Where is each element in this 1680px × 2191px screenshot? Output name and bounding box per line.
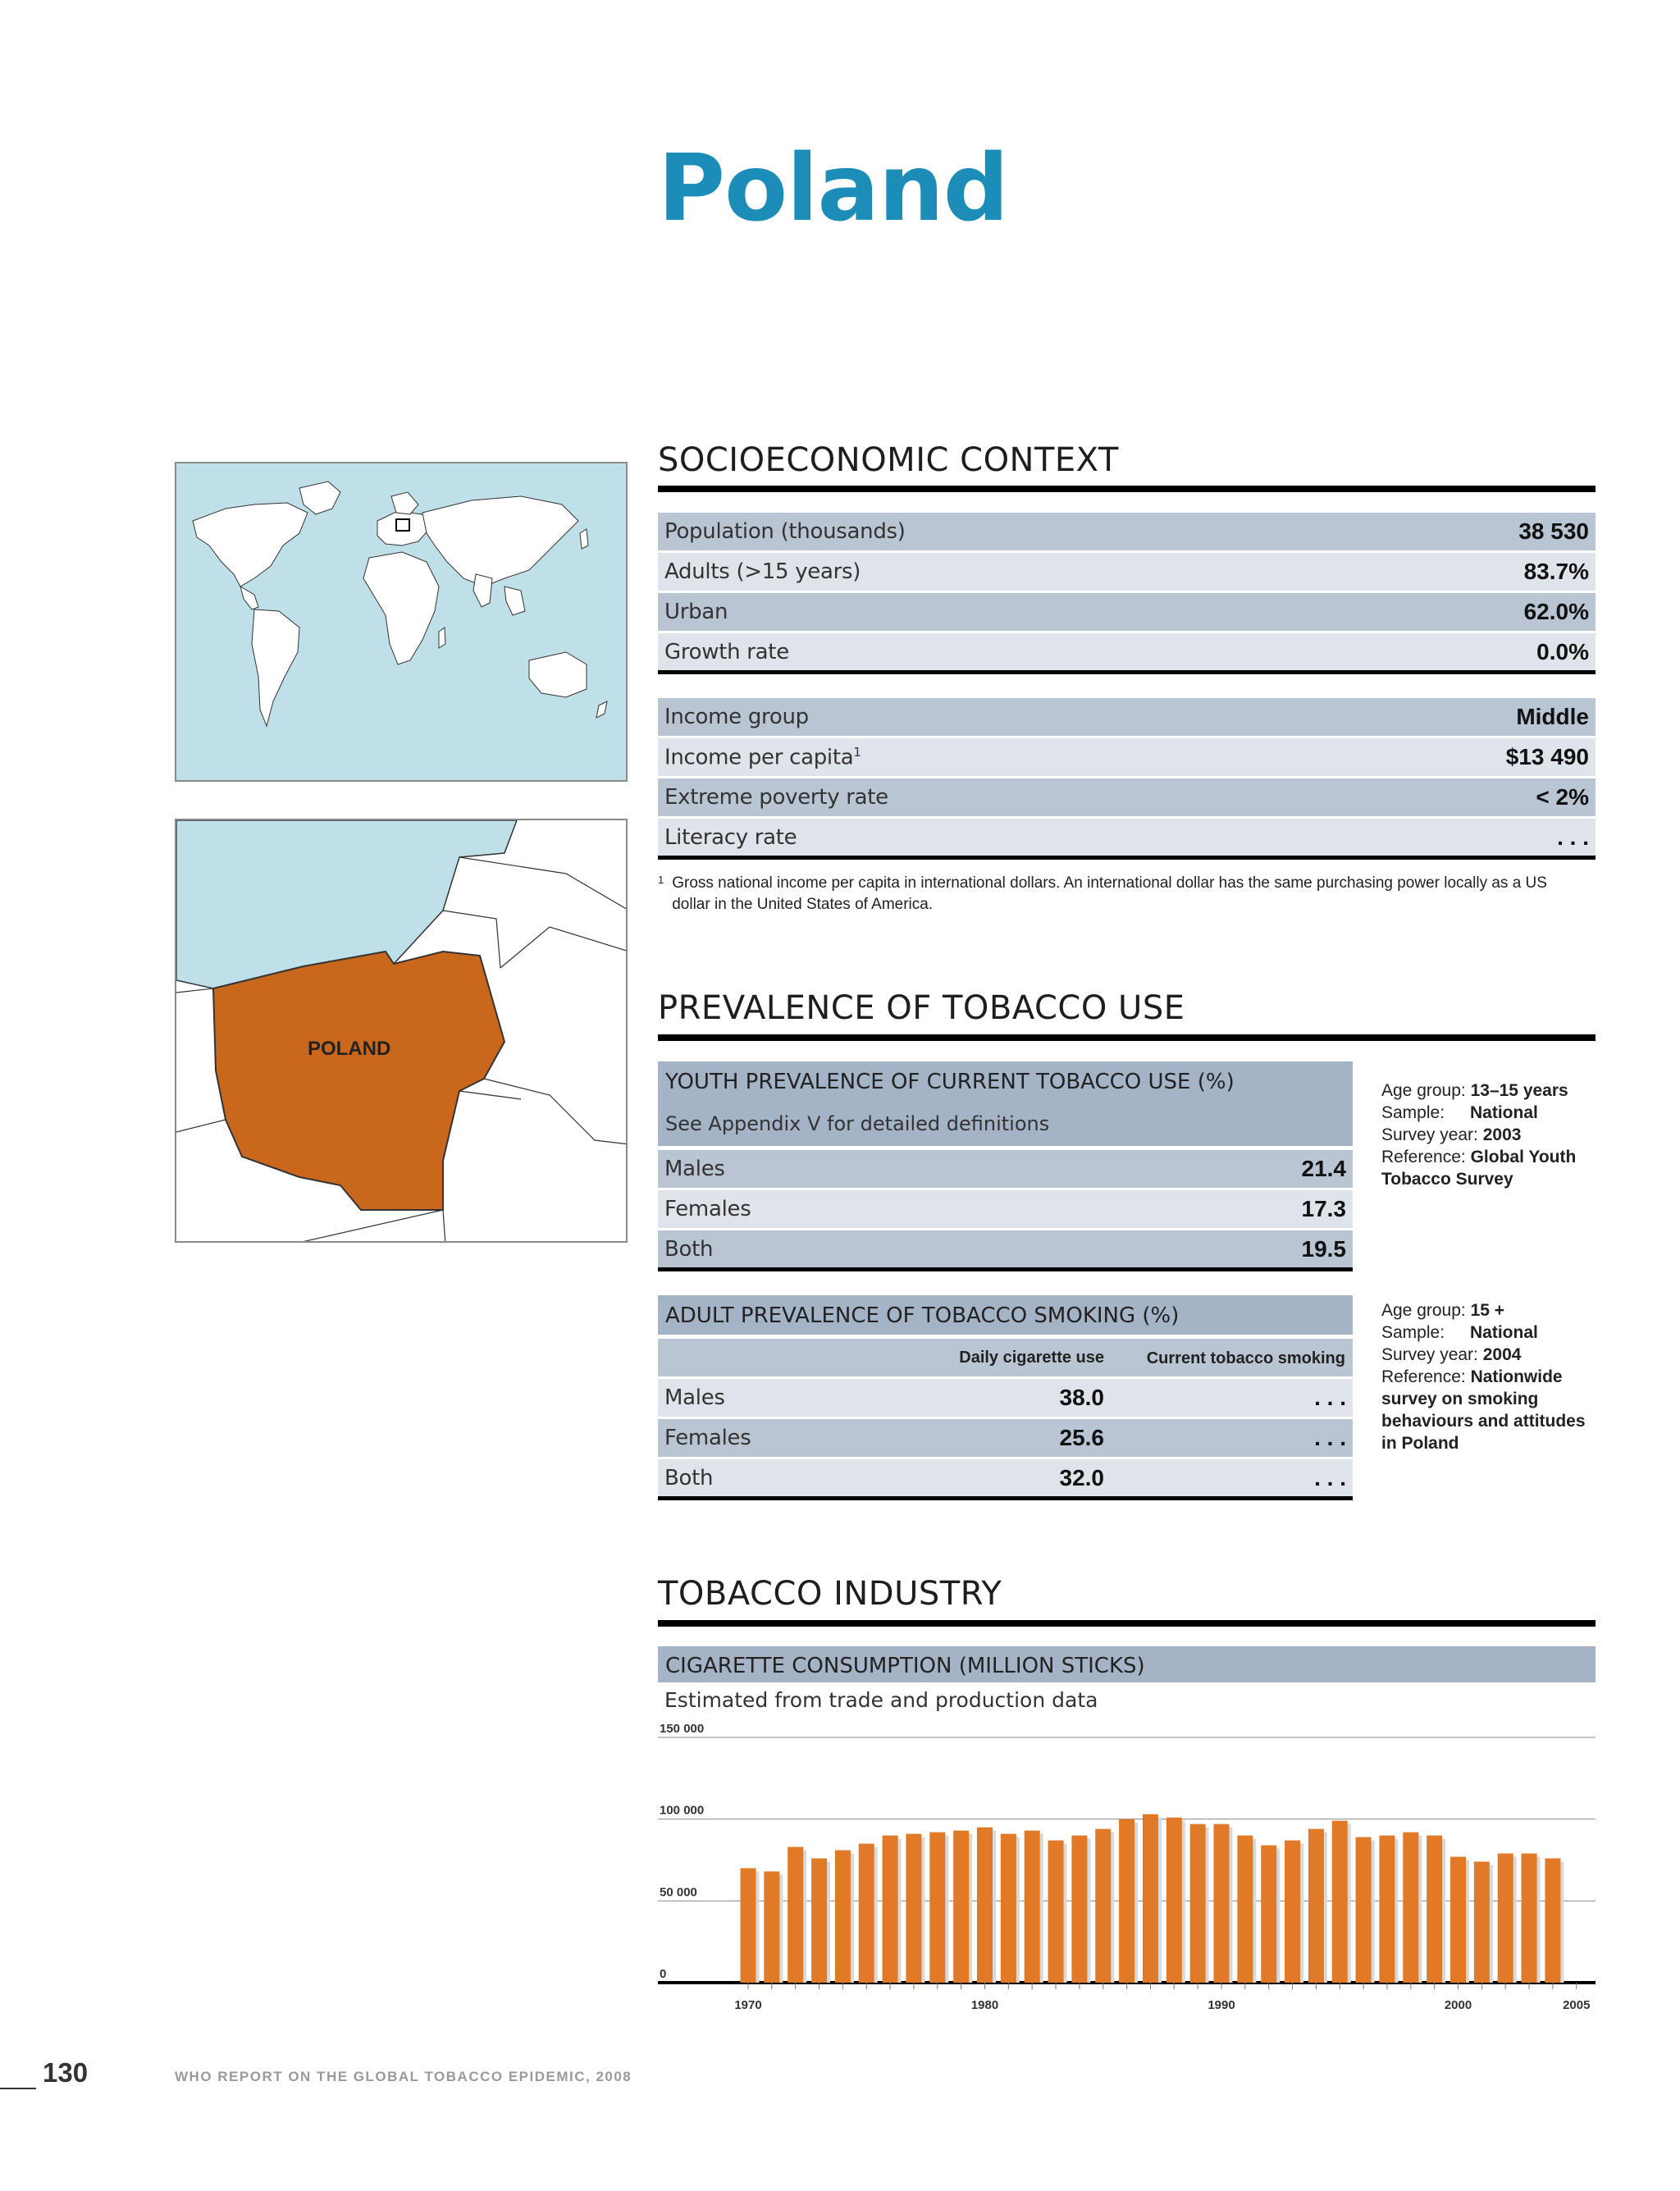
- consumption-chart: [658, 1714, 1596, 2026]
- youth-header-title: YOUTH PREVALENCE OF CURRENT TOBACCO USE (%): [665, 1070, 1235, 1094]
- meta-value: 13–15 years: [1470, 1081, 1568, 1100]
- table-row: [658, 1419, 1353, 1457]
- bar: [1379, 1836, 1395, 1983]
- meta-label: Sample:: [1381, 1323, 1445, 1342]
- bar: [741, 1868, 756, 1983]
- table-row: [658, 698, 1596, 736]
- bar: [1427, 1836, 1442, 1983]
- section-rule: [658, 1034, 1596, 1041]
- x-tick-label: 1970: [734, 1998, 762, 2012]
- row-value-daily: 32.0: [1059, 1465, 1104, 1490]
- bar: [1403, 1833, 1418, 1983]
- row-label: Extreme poverty rate: [664, 785, 888, 810]
- bar: [788, 1847, 803, 1983]
- bar: [1143, 1814, 1158, 1983]
- row-value-daily: 25.6: [1059, 1425, 1104, 1450]
- y-tick-label: 150 000: [660, 1722, 705, 1736]
- meta-label: Age group:: [1381, 1081, 1466, 1100]
- row-value: 21.4: [1301, 1156, 1346, 1181]
- row-value-daily: 38.0: [1059, 1385, 1104, 1410]
- bar: [906, 1834, 921, 1983]
- row-label: Females: [664, 1197, 751, 1221]
- row-label: Urban: [664, 600, 728, 624]
- map-country-label: POLAND: [308, 1038, 391, 1060]
- row-value: 0.0%: [1536, 639, 1589, 664]
- row-value: 19.5: [1301, 1236, 1346, 1262]
- footnote-text: Gross national income per capita in international dollars. An international dollar has the same purchasing power locally as a US dollar in the United States of America.: [672, 874, 1547, 913]
- row-label: Adults (>15 years): [664, 559, 861, 584]
- bar: [1498, 1854, 1513, 1983]
- row-value-current: . . .: [1314, 1465, 1346, 1490]
- meta-label: Sample:: [1381, 1103, 1445, 1122]
- footnote-marker: 1: [853, 744, 861, 760]
- footnote-mark: 1: [658, 874, 664, 886]
- row-value-current: . . .: [1314, 1385, 1346, 1410]
- meta-label: Reference:: [1381, 1148, 1466, 1166]
- x-tick-label: 1990: [1208, 1998, 1235, 2012]
- youth-header: [658, 1061, 1353, 1146]
- bar: [1048, 1841, 1064, 1983]
- table-row: [658, 553, 1596, 591]
- table-rule: [658, 1267, 1353, 1271]
- row-value: . . .: [1557, 824, 1589, 850]
- page-title: Poland: [658, 135, 1008, 242]
- adult-header: [658, 1295, 1353, 1335]
- row-label: Males: [664, 1385, 725, 1410]
- bar: [977, 1828, 993, 1983]
- table-row: [658, 819, 1596, 856]
- bar: [929, 1833, 945, 1983]
- meta-label: Survey year:: [1381, 1345, 1478, 1364]
- bar: [883, 1836, 898, 1983]
- meta-value: 15 +: [1470, 1301, 1505, 1320]
- meta-label: Age group:: [1381, 1301, 1466, 1320]
- meta-value: National: [1470, 1323, 1538, 1342]
- meta-value: 2003: [1482, 1125, 1522, 1144]
- chart-canvas: [658, 1714, 1596, 2026]
- meta-value: 2004: [1482, 1345, 1522, 1364]
- table-row: [658, 1190, 1353, 1228]
- bar: [1166, 1818, 1182, 1983]
- bar: [953, 1831, 969, 1983]
- bar: [1261, 1846, 1276, 1983]
- row-value: $13 490: [1505, 744, 1589, 769]
- bar: [1214, 1824, 1230, 1983]
- table-rule: [658, 670, 1596, 674]
- chart-header-title: CIGARETTE CONSUMPTION (MILLION STICKS): [665, 1654, 1145, 1678]
- table-row: [658, 778, 1596, 816]
- row-label: Both: [664, 1466, 714, 1490]
- x-tick-label: 2005: [1563, 1998, 1591, 2012]
- row-label: Literacy rate: [664, 825, 797, 850]
- column-header: Current tobacco smoking: [1146, 1349, 1345, 1367]
- table-rule: [658, 1496, 1353, 1500]
- y-tick-label: 0: [660, 1967, 667, 1981]
- adult-column-headers: [658, 1339, 1353, 1376]
- footnote: [658, 873, 1560, 915]
- footer-rule: [0, 2088, 36, 2089]
- bar: [1474, 1861, 1490, 1983]
- x-tick-label: 2000: [1444, 1998, 1472, 2012]
- chart-subtitle: Estimated from trade and production data: [664, 1688, 1098, 1712]
- bar: [1450, 1857, 1466, 1983]
- row-value-current: . . .: [1314, 1425, 1346, 1450]
- row-label: Both: [664, 1237, 714, 1262]
- adult-header-title: ADULT PREVALENCE OF TOBACCO SMOKING (%): [665, 1303, 1180, 1328]
- world-map: [175, 462, 628, 782]
- row-label: Population (thousands): [664, 519, 906, 544]
- bar: [764, 1871, 779, 1983]
- row-label: Males: [664, 1157, 725, 1181]
- row-value: Middle: [1516, 704, 1589, 729]
- youth-survey-meta: [1381, 1080, 1595, 1190]
- meta-value: Global Youth Tobacco Survey: [1381, 1148, 1577, 1189]
- adult-survey-meta: [1381, 1299, 1595, 1454]
- prevalence-title: PREVALENCE OF TOBACCO USE: [658, 989, 1185, 1027]
- row-value: 38 530: [1518, 518, 1589, 544]
- row-value: < 2%: [1536, 784, 1589, 810]
- table-rule: [658, 856, 1596, 860]
- bar: [835, 1851, 851, 1983]
- bar: [1356, 1837, 1372, 1983]
- meta-label: Survey year:: [1381, 1125, 1478, 1144]
- bar: [1332, 1821, 1348, 1983]
- bar: [859, 1844, 874, 1983]
- meta-value: Nationwide survey on smoking behaviours and attitudes in Poland: [1381, 1367, 1586, 1453]
- table-row: [658, 1459, 1353, 1497]
- row-value: 62.0%: [1523, 599, 1589, 624]
- youth-header-subtitle: See Appendix V for detailed definitions: [665, 1112, 1050, 1135]
- table-row: [658, 1150, 1353, 1188]
- x-tick-label: 1980: [970, 1998, 999, 2012]
- row-label: Income group: [664, 705, 809, 729]
- chart-header: [658, 1646, 1596, 1682]
- row-label: [664, 745, 861, 770]
- industry-title: TOBACCO INDUSTRY: [658, 1575, 1002, 1613]
- meta-label: Reference:: [1381, 1367, 1466, 1386]
- bar: [1025, 1831, 1040, 1983]
- section-rule: [658, 1620, 1596, 1627]
- column-header: Daily cigarette use: [959, 1349, 1104, 1367]
- socioeconomic-title: SOCIOECONOMIC CONTEXT: [658, 441, 1119, 479]
- bar: [1119, 1819, 1134, 1983]
- bar: [1545, 1859, 1560, 1983]
- section-rule: [658, 486, 1596, 492]
- bar: [811, 1859, 827, 1983]
- table-row: [658, 593, 1596, 631]
- page-number: 130: [43, 2057, 89, 2088]
- table-row: [658, 513, 1596, 550]
- meta-value: National: [1470, 1103, 1538, 1122]
- y-tick-label: 100 000: [660, 1803, 705, 1818]
- bar: [1190, 1824, 1206, 1983]
- bar: [1237, 1836, 1253, 1983]
- bar: [1522, 1854, 1537, 1983]
- table-row: [658, 738, 1596, 776]
- income-label: Income per capita: [664, 745, 854, 770]
- bar: [1285, 1841, 1300, 1983]
- bar: [1095, 1829, 1111, 1983]
- row-value: 83.7%: [1523, 559, 1589, 584]
- row-label: Females: [664, 1426, 751, 1450]
- bar: [1308, 1829, 1324, 1983]
- poland-map: [175, 819, 628, 1243]
- row-value: 17.3: [1301, 1196, 1346, 1221]
- row-label: Growth rate: [664, 640, 789, 664]
- table-row: [658, 633, 1596, 671]
- bar: [1071, 1836, 1087, 1983]
- footer-text: WHO REPORT ON THE GLOBAL TOBACCO EPIDEMIC, 2008: [175, 2069, 632, 2084]
- y-tick-label: 50 000: [660, 1885, 697, 1900]
- table-row: [658, 1379, 1353, 1417]
- bar: [1001, 1834, 1016, 1983]
- table-row: [658, 1230, 1353, 1268]
